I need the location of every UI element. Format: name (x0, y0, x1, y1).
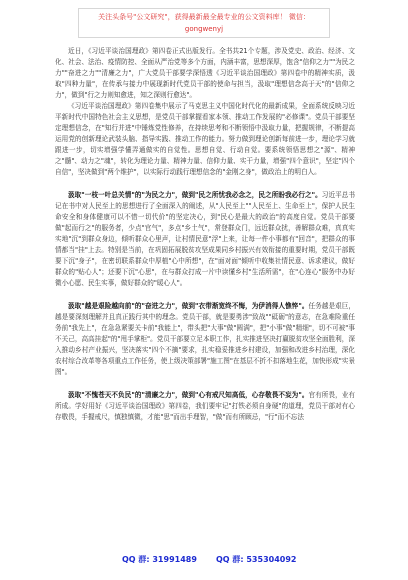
footer-qq-group-1: QQ 群: 31991489 (122, 555, 197, 564)
intro-paragraph: 《习近平谈治国理政》第四卷集中展示了马克思主义中国化时代化的最新成果，全面系统反映习近平新时代中国特色社会主义思想，是党员干部掌握看家本领、推动工作发展的"必修课"。党员干部要坚定理想信念，在"知行并进"中锤炼党性修养，在持续思考和不断领悟中汲取力量，把握规律，不断提高运用党的创新理论武装头脑、指导实践、推动工作的能力。努力做到理论创新每前进一步，理论学习就跟进一步，切实增强学懂弄通做实的自觉性。思想自觉、行动自觉。要系统领悟思想之"源"、精神之"髓"、动力之"魂"，转化为理论力量、精神力量、信仰力量、实干力量，增强"四个意识"，坚定"四个自信"，坚决做到"两个维护"，以实际行动践行理想信念的"金刚之身"，做政治上的明白人。 (55, 102, 355, 176)
intro-paragraph: 近日，《习近平谈治国理政》第四卷正式出版发行。全书共21个专题，涉及党史、政治、经济、文化、社会、法治、疫情防控、全面从严治党等多个方面，内涵丰富，思想深厚，饱含"信仰之力""为民之力""奋进之力""清廉之力"，广大党员干部要学深悟透《习近平谈治国理政》第四卷中的精神实质，汲取"四种力量"，在传承与接力中展现新时代党员干部的使命与担当，汲取"理想信念高于天"的"信仰之力"，做到"行之力则知愈进，知之深则行愈达"。 (55, 47, 355, 99)
section-heading: 汲取"越是艰险越向前"的"奋进之力"，做到"衣带渐宽终不悔，为伊消得人憔悴"。 (68, 302, 309, 310)
banner-text: 关注头条号"公文研究"，获得最新最全最专业的公文资料库！ 微信：gongwenyj (98, 13, 310, 33)
section-heading: 汲取"一枝一叶总关情"的"为民之力"，做到"民之所忧我必念之，民之所盼我必行之"。 (68, 191, 322, 199)
section-body: 官有所畏，业有所成。学好用好《习近平谈治国理政》第四卷，我们要牢记"打铁必须自身硬"的道理，党员干部对有心存敬畏，手握戒尺，慎独慎微，才能"思"而出手理智，"做"而有所顾忌，"行"而不忘法 (55, 391, 355, 421)
section-paragraph (55, 190, 355, 289)
footer-qq-group-2: QQ 群: 535304092 (216, 555, 297, 564)
footer (0, 554, 408, 572)
promo-banner (78, 8, 330, 38)
article-body (55, 46, 355, 423)
section-paragraph (55, 390, 355, 423)
section-heading: 汲取"不愧苍天不负民"的"清廉之力"，做到"心有戒尺知高低，心存敬畏不妄为"。 (68, 391, 309, 399)
section-body: 习近平总书记在书中对人民至上的思想进行了全面深入的阐述，从"人民至上""人民至上、生命至上"，保护人民生命安全和身体健康可以不惜一切代价"的坚定决心，到"民心是最大的政治"的高度自觉。党员干部要做"起而行之"的服务者，少点"官气"，多点"乡土气"，常登群众门，远近群众扰，善解群众难，真真实实地"沉"到群众身边，倾听群众心里声，让村情民意"浮"上来，让每一件小事都有"回音"，把群众的事情都当"挂"上去。特别是当前，在巩固拓展脱贫攻坚成果同乡村振兴有效衔接的重要时期，党员干部既要下沉"身子"，在密切联系群众中厚植"心中所想"，在"面对面"倾听中收集社情民意、诉求建议，做好群众的"贴心人"；还要下沉"心思"，在与群众打成一片中读懂乡村"生活所需"，在"心连心"服务中办好微小心愿、民生实事，做好群众的"暖心人"。 (55, 191, 355, 287)
section-paragraph (55, 301, 355, 378)
section-body: 任务越是艰巨，越是要深刻理解并且真正践行其中的理念。党员干部，就是要勇涉"致战""砥砺"的意志，在急难险重任务前"我先上"，在急急紧要关卡前"我能上"，带头把"大事"做"圆满"，把"小事"做"精细"，切不可被"事不关己，高高挂起"的"甩手掌柜"。党员干部要立足本职工作，扎实推进坚决打赢脱贫攻坚全面胜利，深入推动乡村产业振兴，坚决落实"四个不摘"要求，扎实稳妥推进乡村建设，加强和改进乡村治理，深化农村综合改革等各项重点工作任务，使上级决策部署"施工图"在基层不折不扣落地生花，加快形成"实景图"。 (55, 302, 355, 376)
